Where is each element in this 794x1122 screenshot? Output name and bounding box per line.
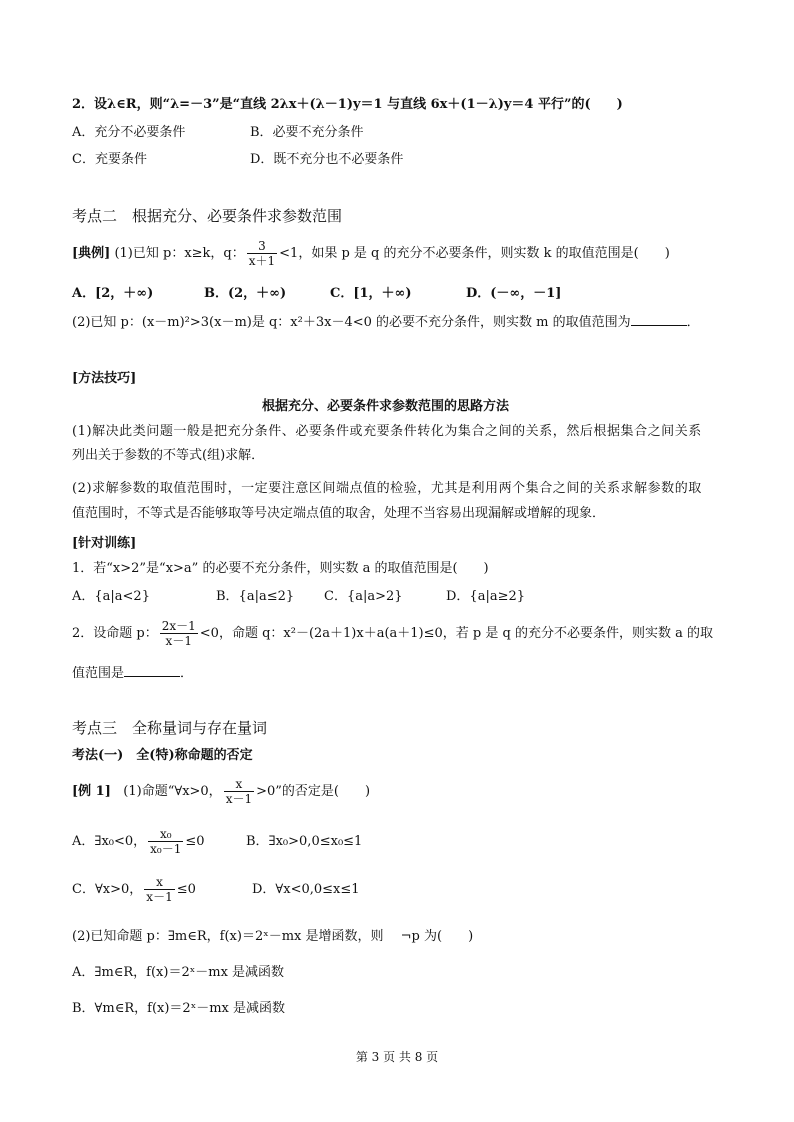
fraction-numerator: x xyxy=(156,875,163,889)
fraction-denominator: x－1 xyxy=(146,890,173,904)
drill-1-option-b: B．{a|a≤2} xyxy=(216,589,295,604)
drill-1-option-a: A．{a|a<2} xyxy=(72,589,150,604)
option-a-post: ≤0 xyxy=(185,834,205,849)
option-c-pre: C．∀x>0， xyxy=(72,882,143,897)
ex3-option-a xyxy=(72,826,205,858)
example-3-1-post: >0”的否定是( ) xyxy=(256,784,371,799)
method-1-line-2: 列出关于参数的不等式(组)求解． xyxy=(72,448,265,463)
example-2-line xyxy=(72,313,700,332)
fraction-denominator: x₀－1 xyxy=(150,842,182,856)
fraction-2x-1-over-x-1 xyxy=(160,619,198,648)
ex3-option-c xyxy=(72,874,196,906)
drill-1-stem: 1．若“x>2”是“x>a” 的必要不充分条件，则实数 a 的取值范围是( ) xyxy=(72,561,489,576)
drill-tag: [针对训练] xyxy=(72,536,137,551)
page-footer: 第 3 页 共 8 页 xyxy=(355,1050,439,1064)
section-3-title: 考点三 全称量词与存在量词 xyxy=(72,719,268,737)
ex1-option-c: C．[1，＋∞) xyxy=(330,286,412,301)
option-c-post: ≤0 xyxy=(176,882,196,897)
answer-blank xyxy=(631,313,687,326)
example-tag: [典例] xyxy=(72,246,111,261)
section-3-subtitle: 考法(一) 全(特)称命题的否定 xyxy=(72,748,253,763)
ex3-option-b: B．∃x₀>0,0≤x₀≤1 xyxy=(246,834,363,849)
ex3-2-option-b: B．∀m∈R，f(x)＝2ˣ－mx 是减函数 xyxy=(72,1001,285,1016)
example-1-post: <1，如果 p 是 q 的充分不必要条件，则实数 k 的取值范围是( ) xyxy=(279,246,670,261)
fraction-numerator: 3 xyxy=(258,239,266,253)
option-a-pre: A．∃x₀<0， xyxy=(72,834,147,849)
method-1-line-1: (1)解决此类问题一般是把充分条件、必要条件或充要条件转化为集合之间的关系，然后根据集合之间关系 xyxy=(72,424,702,439)
ex3-2-option-a: A．∃m∈R，f(x)＝2ˣ－mx 是减函数 xyxy=(72,965,285,980)
question-2-stem: 2．设λ∈R，则“λ=－3”是“直线 2λx＋(λ－1)y＝1 与直线 6x＋(1－λ)y＝4 平行”的( ) xyxy=(72,97,623,112)
drill-2-line-2 xyxy=(72,664,193,683)
fraction-denominator: x－1 xyxy=(160,633,198,648)
ex3-option-d: D．∀x<0,0≤x≤1 xyxy=(252,882,360,897)
sentence-end: ． xyxy=(180,666,194,681)
fraction-denominator: x－1 xyxy=(225,792,253,806)
q2-option-c: C．充要条件 xyxy=(72,152,147,167)
drill-1-option-c: C．{a|a>2} xyxy=(324,589,403,604)
fraction-x0-over-x0-1 xyxy=(148,827,183,856)
example-1-line xyxy=(72,238,670,270)
fraction-x-over-x-1 xyxy=(144,875,174,904)
drill-2-line-2-text: 值范围是 xyxy=(72,666,125,681)
method-title: 根据充分、必要条件求参数范围的思路方法 xyxy=(262,399,510,414)
q2-option-d: D．既不充分也不必要条件 xyxy=(250,152,404,167)
ex1-option-b: B．(2，＋∞) xyxy=(204,286,287,301)
example-tag: [例 1] xyxy=(72,784,111,799)
ex1-option-a: A．[2，＋∞) xyxy=(72,286,154,301)
section-2-title: 考点二 根据充分、必要条件求参数范围 xyxy=(72,207,343,225)
q2-option-a: A．充分不必要条件 xyxy=(72,125,186,140)
method-2-line-1: (2)求解参数的取值范围时，一定要注意区间端点值的检验，尤其是利用两个集合之间的关系求解参数的取 xyxy=(72,481,702,496)
fraction-numerator: 2x－1 xyxy=(161,619,196,633)
example-3-1-line xyxy=(72,776,370,808)
ex1-option-d: D．(－∞，－1] xyxy=(466,286,562,301)
q2-option-b: B．必要不充分条件 xyxy=(250,125,364,140)
drill-2-pre: 2．设命题 p： xyxy=(72,626,158,641)
example-3-2: (2)已知命题 p：∃m∈R，f(x)＝2ˣ－mx 是增函数，则 ¬p 为( ) xyxy=(72,929,474,944)
drill-1-option-d: D．{a|a≥2} xyxy=(446,589,526,604)
sentence-end: ． xyxy=(686,315,700,330)
fraction-x-over-x-1 xyxy=(224,777,254,806)
answer-blank xyxy=(124,664,180,677)
example-2-text: (2)已知 p：(x－m)²>3(x－m)是 q：x²＋3x－4<0 的必要不充分条件，则实数 m 的取值范围为 xyxy=(72,315,631,330)
fraction-3-over-x-plus-1 xyxy=(247,239,277,268)
drill-2-line-1 xyxy=(72,618,713,650)
fraction-numerator: x₀ xyxy=(159,827,172,841)
drill-2-post: <0，命题 q：x²－(2a＋1)x＋a(a＋1)≤0，若 p 是 q 的充分不必要条件，则实数 a 的取 xyxy=(199,626,713,641)
example-1-pre: (1)已知 p：x≥k，q： xyxy=(114,246,245,261)
fraction-denominator: x＋1 xyxy=(248,254,276,268)
method-2-line-2: 值范围时，不等式是否能够取等号决定端点值的取舍，处理不当容易出现漏解或增解的现象． xyxy=(72,506,606,521)
method-tag: [方法技巧] xyxy=(72,371,137,386)
example-3-1-pre: (1)命题“∀x>0， xyxy=(123,784,222,799)
fraction-numerator: x xyxy=(235,777,243,791)
